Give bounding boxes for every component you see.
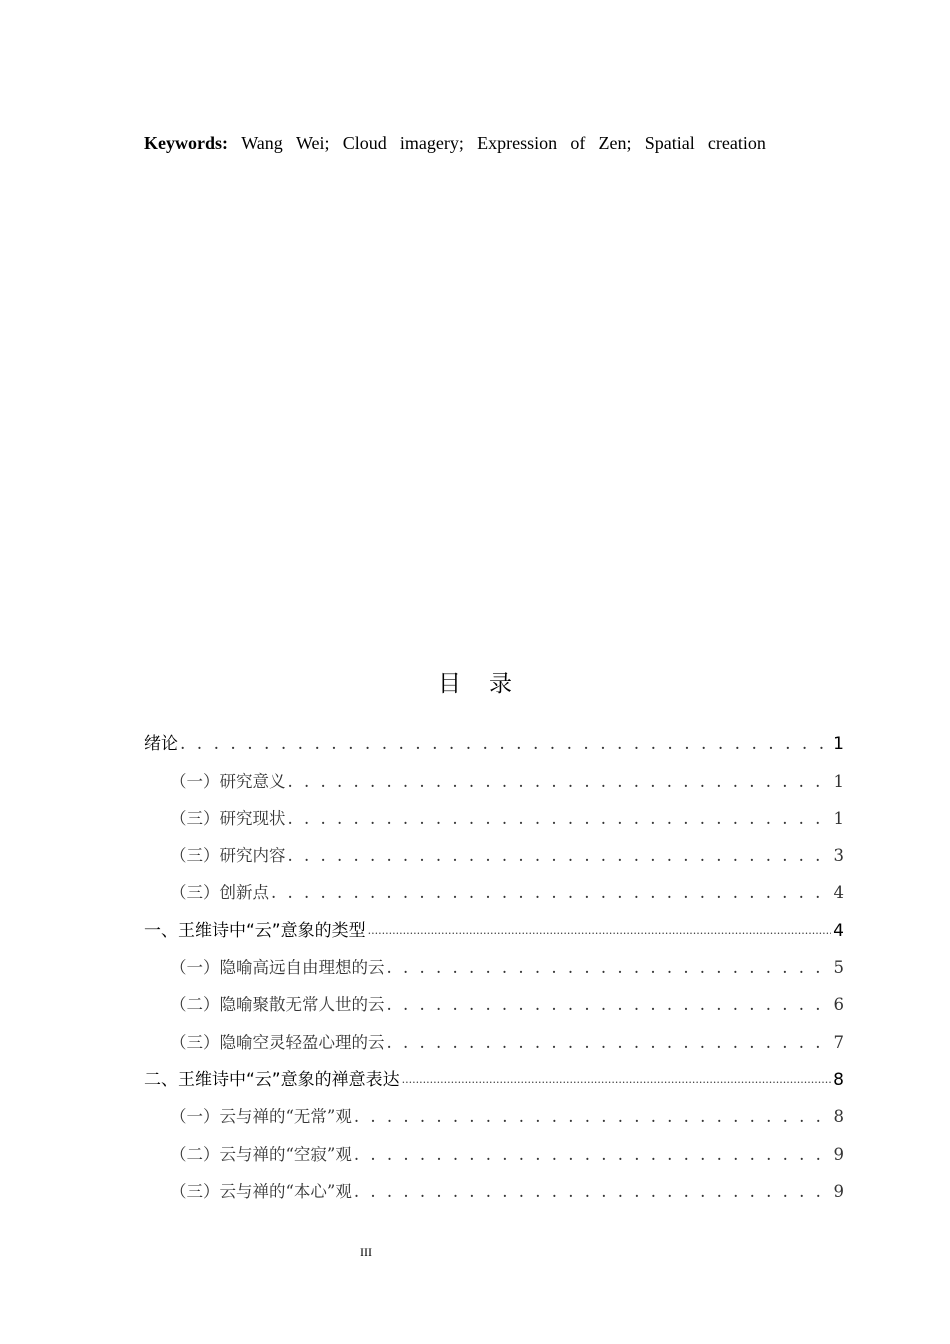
toc-leader-dots [288, 771, 832, 793]
toc-entry-page: 4 [833, 920, 844, 941]
toc-entry-page: 5 [833, 958, 844, 978]
toc-leader-dots [288, 808, 832, 830]
keyword-word: of [570, 133, 586, 153]
page-number: III [360, 1245, 372, 1259]
keywords-label: Keywords: [144, 133, 228, 153]
keyword-word: Spatial [644, 133, 695, 153]
toc-leader-dots [354, 1144, 832, 1166]
toc-entry-text: 绪论 [144, 734, 178, 755]
toc-entry[interactable] [144, 942, 844, 979]
toc-entry-text: （一）云与禅的“无常”观 [170, 1107, 352, 1127]
toc-entry-text: （三）隐喻空灵轻盈心理的云 [170, 1032, 385, 1052]
toc-leader-dots [288, 845, 832, 867]
toc-leader-dots [387, 994, 832, 1016]
keyword-word: Wei; [295, 133, 330, 153]
toc-entry-page: 8 [833, 1069, 844, 1090]
toc-entry-page: 9 [833, 1181, 844, 1201]
toc-leader-dots [387, 957, 832, 979]
toc-entry-page: 3 [833, 846, 844, 866]
keyword-word: Expression [477, 133, 558, 153]
toc-entry[interactable] [144, 904, 844, 941]
toc-entry-text: （一）隐喻高远自由理想的云 [170, 958, 385, 978]
keyword-word: Cloud [342, 133, 387, 153]
toc-entry[interactable] [144, 1091, 844, 1128]
toc-entry[interactable] [144, 1054, 844, 1091]
toc-entry[interactable] [144, 793, 844, 830]
toc-entry-page: 6 [833, 995, 844, 1015]
toc-entry-text: （三）创新点 [170, 883, 269, 903]
keyword-word: creation [707, 133, 766, 153]
toc-leader-dots [354, 1181, 832, 1203]
toc-entry-text: （二）云与禅的“空寂”观 [170, 1144, 352, 1164]
toc-leader-dots [387, 1032, 832, 1054]
toc-entry[interactable] [144, 718, 844, 755]
toc-leader-dots [180, 733, 831, 755]
keyword-word: imagery; [399, 133, 464, 153]
toc-entry-text: （三）研究内容 [170, 846, 286, 866]
keyword-word: Zen; [598, 133, 632, 153]
toc-entry[interactable] [144, 1128, 844, 1165]
toc-title: 目录 [438, 671, 540, 697]
toc-leader-dots [402, 1069, 832, 1091]
toc-entry[interactable] [144, 867, 844, 904]
toc-entry-text: 二、王维诗中“云”意象的禅意表达 [144, 1069, 400, 1090]
toc-entry[interactable] [144, 979, 844, 1016]
toc-entry-page: 1 [833, 734, 844, 755]
toc-entry-page: 7 [833, 1032, 844, 1052]
toc-entry-text: （一）研究意义 [170, 771, 286, 791]
toc-entry-page: 4 [833, 883, 844, 903]
toc-entry[interactable] [144, 830, 844, 867]
toc-entry-text: （三）云与禅的“本心”观 [170, 1181, 352, 1201]
toc-entry[interactable] [144, 1016, 844, 1053]
toc-entry-text: 一、王维诗中“云”意象的类型 [144, 920, 366, 941]
toc-entry-page: 8 [833, 1107, 844, 1127]
toc-entry-page: 1 [833, 808, 844, 828]
toc-entry[interactable] [144, 755, 844, 792]
keywords-line [144, 131, 766, 155]
toc-leader-dots [354, 1106, 832, 1128]
table-of-contents [144, 718, 844, 1203]
toc-leader-dots [368, 920, 832, 942]
toc-leader-dots [271, 882, 832, 904]
toc-entry[interactable] [144, 1166, 844, 1203]
toc-entry-text: （二）隐喻聚散无常人世的云 [170, 995, 385, 1015]
toc-entry-page: 1 [833, 771, 844, 791]
keyword-word: Wang [241, 133, 283, 153]
toc-entry-page: 9 [833, 1144, 844, 1164]
toc-entry-text: （三）研究现状 [170, 808, 286, 828]
